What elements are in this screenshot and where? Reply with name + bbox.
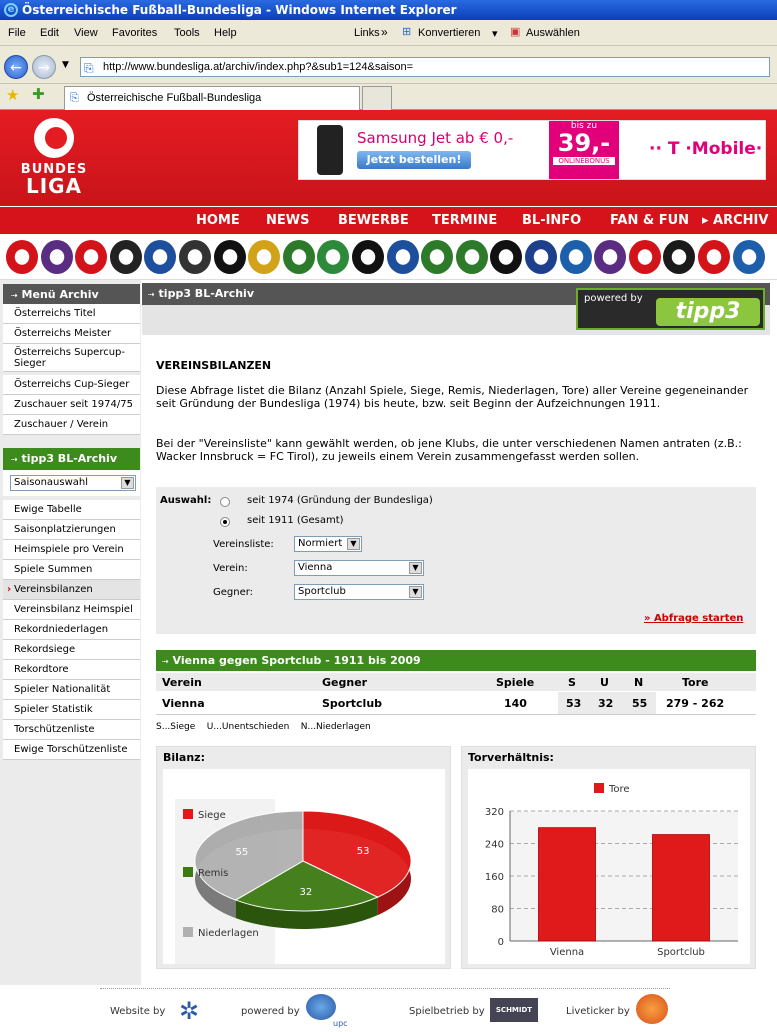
- sidebar-archive-item[interactable]: Vereinsbilanz Heimspiel: [3, 600, 140, 620]
- club-logo-icon[interactable]: [214, 240, 246, 274]
- chevron-down-icon: ▼: [409, 562, 422, 574]
- legend-label: Niederlagen: [198, 928, 259, 939]
- sidebar-archive-item[interactable]: Spieler Nationalität: [3, 680, 140, 700]
- y-tick-label: 160: [484, 872, 504, 883]
- upc-logo-icon[interactable]: [306, 994, 336, 1020]
- row-spiele: 140: [504, 697, 527, 710]
- gegner-value: Sportclub: [298, 586, 346, 597]
- bilanz-title: Bilanz:: [163, 751, 205, 764]
- website-agency-logo-icon[interactable]: ✲: [178, 997, 200, 1025]
- sidebar-menu-item[interactable]: Zuschauer seit 1974/75: [3, 395, 140, 415]
- sidebar-menu-item[interactable]: Österreichs Cup-Sieger: [3, 375, 140, 395]
- auswaehlen-button[interactable]: Auswählen: [526, 27, 580, 39]
- col-u: U: [600, 676, 609, 689]
- nav-termine[interactable]: TERMINE: [432, 213, 498, 228]
- legend-swatch: [183, 809, 193, 819]
- tor-title: Torverhältnis:: [468, 751, 554, 764]
- logo-line2: LIGA: [25, 174, 83, 198]
- history-dropdown-icon[interactable]: ▼: [62, 60, 69, 70]
- club-logo-icon[interactable]: [733, 240, 765, 274]
- chevron-right-icon[interactable]: »: [381, 25, 388, 39]
- nav-fan-fun[interactable]: FAN & FUN: [610, 213, 690, 228]
- club-logo-icon[interactable]: [283, 240, 315, 274]
- nav-archiv[interactable]: ▸ ARCHIV: [702, 213, 769, 228]
- footer-powered-by: powered by: [241, 1006, 300, 1017]
- links-menu[interactable]: Links: [354, 27, 380, 39]
- vereinsliste-label: Vereinsliste:: [213, 539, 274, 550]
- sidebar-archive-item[interactable]: Spieler Statistik: [3, 700, 140, 720]
- submit-query-link[interactable]: » Abfrage starten: [644, 613, 744, 624]
- club-logo-icon[interactable]: [387, 240, 419, 274]
- chevron-down-icon: ▼: [409, 586, 422, 598]
- favorites-star-icon[interactable]: ★: [6, 86, 20, 104]
- ad-banner[interactable]: [298, 120, 766, 180]
- arrow-icon: ⇢: [148, 290, 155, 299]
- result-title: Vienna gegen Sportclub - 1911 bis 2009: [172, 654, 421, 667]
- price-prefix: bis zu: [570, 121, 598, 131]
- verein-label: Verein:: [213, 563, 248, 574]
- menu-bar: [0, 20, 777, 46]
- powered-by-label: powered by: [584, 293, 643, 304]
- vereinsliste-value: Normiert: [298, 538, 343, 549]
- result-table-header-row: [156, 673, 756, 691]
- result-legend: S...Siege U...Unentschieden N...Niederlagen: [156, 722, 371, 732]
- auswahl-label: Auswahl:: [160, 495, 212, 506]
- footer-website-by: Website by: [110, 1006, 166, 1017]
- schmidt-logo[interactable]: SCHMIDT: [490, 998, 538, 1022]
- active-marker-icon: ›: [7, 584, 12, 595]
- season-select-value: Saisonauswahl: [14, 477, 89, 488]
- price-badge: [549, 121, 619, 179]
- sidebar-menu-item[interactable]: Österreichs Titel: [3, 304, 140, 324]
- col-spiele: Spiele: [496, 676, 535, 689]
- sidebar-menu-header: [3, 284, 140, 306]
- bar: [653, 835, 710, 941]
- tor-bar-chart: [468, 769, 750, 964]
- sidebar-menu-item[interactable]: Zuschauer / Verein: [3, 415, 140, 435]
- club-logo-icon[interactable]: [248, 240, 280, 274]
- ad-text: Samsung Jet ab € 0,-: [357, 129, 514, 147]
- legend-label: Tore: [609, 784, 630, 795]
- main-nav: [0, 206, 777, 234]
- page-title: VEREINSBILANZEN: [156, 359, 272, 372]
- legend-label: Remis: [198, 868, 229, 879]
- price-value: 39,-: [557, 129, 611, 157]
- radio-seit-1911-label: seit 1911 (Gesamt): [247, 515, 344, 526]
- chevron-down-icon[interactable]: ▾: [492, 28, 498, 40]
- url-text: http://www.bundesliga.at/archiv/index.php?&sub1=124&saison=: [103, 61, 414, 73]
- forward-button[interactable]: →: [32, 55, 56, 79]
- main-header-title: tipp3 BL-Archiv: [158, 287, 254, 300]
- x-tick-label: Vienna: [549, 947, 585, 958]
- active-tab[interactable]: [64, 86, 360, 110]
- price-note: ONLINEBONUS: [553, 157, 615, 165]
- intro-paragraph-2: Bei der "Vereinsliste" kann gewählt werden, ob jene Klubs, die unter verschiedenen Namen antraten (z.B.: Wacker Innsbruck = FC Tirol), zu jeweils einem Verein zusammengefasst werden sollen.: [156, 437, 742, 463]
- col-gegner: Gegner: [322, 676, 368, 689]
- verein-value: Vienna: [298, 562, 333, 573]
- club-logo-icon[interactable]: [144, 240, 176, 274]
- tab-page-icon: ⎘: [70, 92, 79, 104]
- legend-swatch: [594, 783, 604, 793]
- convert-icon: ⊞: [402, 26, 412, 38]
- phone-icon: [317, 125, 343, 175]
- sidebar-archive-item[interactable]: Heimspiele pro Verein: [3, 540, 140, 560]
- menu-favorites[interactable]: Favorites: [112, 27, 158, 39]
- ball-icon: [34, 118, 74, 158]
- club-logo-icon[interactable]: [110, 240, 142, 274]
- page-icon: ⎘: [84, 61, 94, 75]
- tor-panel: [461, 746, 756, 969]
- menu-help[interactable]: Help: [214, 27, 237, 39]
- arrow-icon: ⇢: [11, 455, 18, 464]
- radio-dot: [223, 520, 227, 524]
- legend-label: Siege: [198, 810, 226, 821]
- sidebar-archive-item[interactable]: Saisonplatzierungen: [3, 520, 140, 540]
- club-logo-icon[interactable]: [629, 240, 661, 274]
- vereinsliste-select[interactable]: [294, 536, 362, 552]
- intro-paragraph: Diese Abfrage listet die Bilanz (Anzahl Spiele, Siege, Remis, Niederlagen, Tore) aller Vereine gegeneinander seit Gründung der Bundesliga (1974) bis heute, bzw. seit Beginn der Aufzeichnungen 1911.: [156, 384, 749, 410]
- y-tick-label: 0: [497, 937, 504, 948]
- row-tore: 279 - 262: [666, 697, 725, 710]
- new-tab-button[interactable]: [362, 86, 392, 110]
- tmobile-logo: ·· T ·Mobile·: [649, 139, 763, 159]
- add-favorite-icon[interactable]: ✚: [32, 85, 45, 103]
- club-logo-icon[interactable]: [594, 240, 626, 274]
- radio-seit-1911[interactable]: [220, 517, 230, 527]
- gegner-select[interactable]: [294, 584, 424, 600]
- club-logo-icon[interactable]: [41, 240, 73, 274]
- club-logo-icon[interactable]: [421, 240, 453, 274]
- row-n: 55: [632, 697, 648, 710]
- club-logo-icon[interactable]: [456, 240, 488, 274]
- x-tick-label: Sportclub: [657, 947, 705, 958]
- season-select-wrap: [3, 470, 140, 496]
- radio-seit-1974-label: seit 1974 (Gründung der Bundesliga): [247, 495, 433, 506]
- row-u: 32: [598, 697, 614, 710]
- col-n: N: [634, 676, 644, 689]
- arrow-icon: ⇢: [162, 657, 169, 666]
- gegner-label: Gegner:: [213, 587, 254, 598]
- footer-liveticker-by: Liveticker by: [566, 1006, 630, 1017]
- menu-edit[interactable]: Edit: [40, 27, 59, 39]
- bilanz-chart-area: [163, 769, 445, 964]
- sidebar-menu-item[interactable]: Österreichs Supercup-Sieger: [3, 344, 140, 372]
- sidebar-menu-item[interactable]: Österreichs Meister: [3, 324, 140, 344]
- tipp3-sponsor-box[interactable]: [576, 288, 765, 330]
- nav-news[interactable]: NEWS: [266, 213, 310, 228]
- konvertieren-button[interactable]: Konvertieren: [418, 27, 481, 39]
- sidebar-tipp-header: [3, 448, 140, 470]
- bilanz-panel: [156, 746, 451, 969]
- club-logo-icon[interactable]: [352, 240, 384, 274]
- sidebar-archive-item[interactable]: Rekordtore: [3, 660, 140, 680]
- window-titlebar: [0, 0, 777, 20]
- liveticker-logo-icon[interactable]: [636, 994, 668, 1024]
- club-logo-strip: [0, 234, 777, 280]
- arrow-icon: ⇢: [11, 291, 18, 300]
- pie-data-label: 55: [235, 847, 249, 859]
- filter-form: [156, 487, 756, 634]
- menu-tools[interactable]: Tools: [174, 27, 200, 39]
- bar: [539, 828, 596, 941]
- tor-chart-area: [468, 769, 750, 964]
- result-header: [156, 650, 756, 671]
- row-verein: Vienna: [162, 697, 205, 710]
- ie-logo-icon: e: [4, 3, 18, 17]
- sidebar-archive-item[interactable]: Torschützenliste: [3, 720, 140, 740]
- sidebar-archive-item[interactable]: Rekordsiege: [3, 640, 140, 660]
- sidebar-archive-item[interactable]: Ewige Torschützenliste: [3, 740, 140, 760]
- sidebar-archive-item[interactable]: Rekordniederlagen: [3, 620, 140, 640]
- bilanz-pie-chart: [163, 769, 445, 964]
- sidebar: [0, 280, 141, 985]
- address-bar-row: [0, 46, 777, 84]
- nav-home[interactable]: HOME: [196, 213, 240, 228]
- divider: [156, 714, 756, 715]
- col-tore: Tore: [682, 676, 709, 689]
- club-logo-icon[interactable]: [179, 240, 211, 274]
- sidebar-archive-item-label: Vereinsbilanzen: [14, 584, 93, 595]
- sidebar-archive-item[interactable]: Ewige Tabelle: [3, 500, 140, 520]
- bundesliga-logo[interactable]: [14, 118, 94, 204]
- back-button[interactable]: ←: [4, 55, 28, 79]
- season-select[interactable]: [10, 475, 136, 491]
- col-verein: Verein: [162, 676, 202, 689]
- menu-view[interactable]: View: [74, 27, 98, 39]
- y-tick-label: 320: [484, 807, 504, 818]
- ad-order-button[interactable]: Jetzt bestellen!: [357, 151, 471, 169]
- tipp3-logo: tipp3: [656, 298, 760, 326]
- tab-title: Österreichische Fußball-Bundesliga: [87, 92, 262, 104]
- club-logo-icon[interactable]: [317, 240, 349, 274]
- logo-line1: BUNDES: [20, 162, 88, 177]
- radio-seit-1974[interactable]: [220, 497, 230, 507]
- nav-bl-info[interactable]: BL-INFO: [522, 213, 582, 228]
- nav-bewerbe[interactable]: BEWERBE: [338, 213, 409, 228]
- select-icon: ▣: [510, 26, 521, 38]
- legend-swatch: [183, 867, 193, 877]
- row-gegner: Sportclub: [322, 697, 383, 710]
- club-logo-icon[interactable]: [698, 240, 730, 274]
- pie-data-label: 32: [299, 886, 313, 898]
- sidebar-archive-item[interactable]: [3, 580, 140, 600]
- chevron-down-icon: ▼: [121, 477, 134, 489]
- club-logo-icon[interactable]: [6, 240, 38, 274]
- url-input[interactable]: [80, 57, 770, 77]
- row-s: 53: [566, 697, 582, 710]
- window-title: Österreichische Fußball-Bundesliga - Windows Internet Explorer: [22, 3, 457, 17]
- upc-label: upc: [333, 1019, 348, 1028]
- sidebar-tipp-title: tipp3 BL-Archiv: [21, 452, 117, 465]
- footer-divider: [100, 988, 670, 989]
- pie-data-label: 53: [356, 845, 370, 857]
- chevron-down-icon: ▼: [347, 538, 360, 550]
- col-s: S: [568, 676, 576, 689]
- y-tick-label: 80: [491, 904, 504, 916]
- legend-swatch: [183, 927, 193, 937]
- club-logo-icon[interactable]: [490, 240, 522, 274]
- sidebar-archive-item[interactable]: Spiele Summen: [3, 560, 140, 580]
- club-logo-icon[interactable]: [663, 240, 695, 274]
- site-header: [0, 110, 777, 206]
- menu-file[interactable]: File: [8, 27, 26, 39]
- footer-spielbetrieb-by: Spielbetrieb by: [409, 1006, 485, 1017]
- tab-bar: [0, 84, 777, 110]
- club-logo-icon[interactable]: [560, 240, 592, 274]
- y-tick-label: 240: [484, 839, 504, 851]
- club-logo-icon[interactable]: [525, 240, 557, 274]
- club-logo-icon[interactable]: [75, 240, 107, 274]
- sidebar-menu-title: Menü Archiv: [21, 288, 99, 301]
- verein-select[interactable]: [294, 560, 424, 576]
